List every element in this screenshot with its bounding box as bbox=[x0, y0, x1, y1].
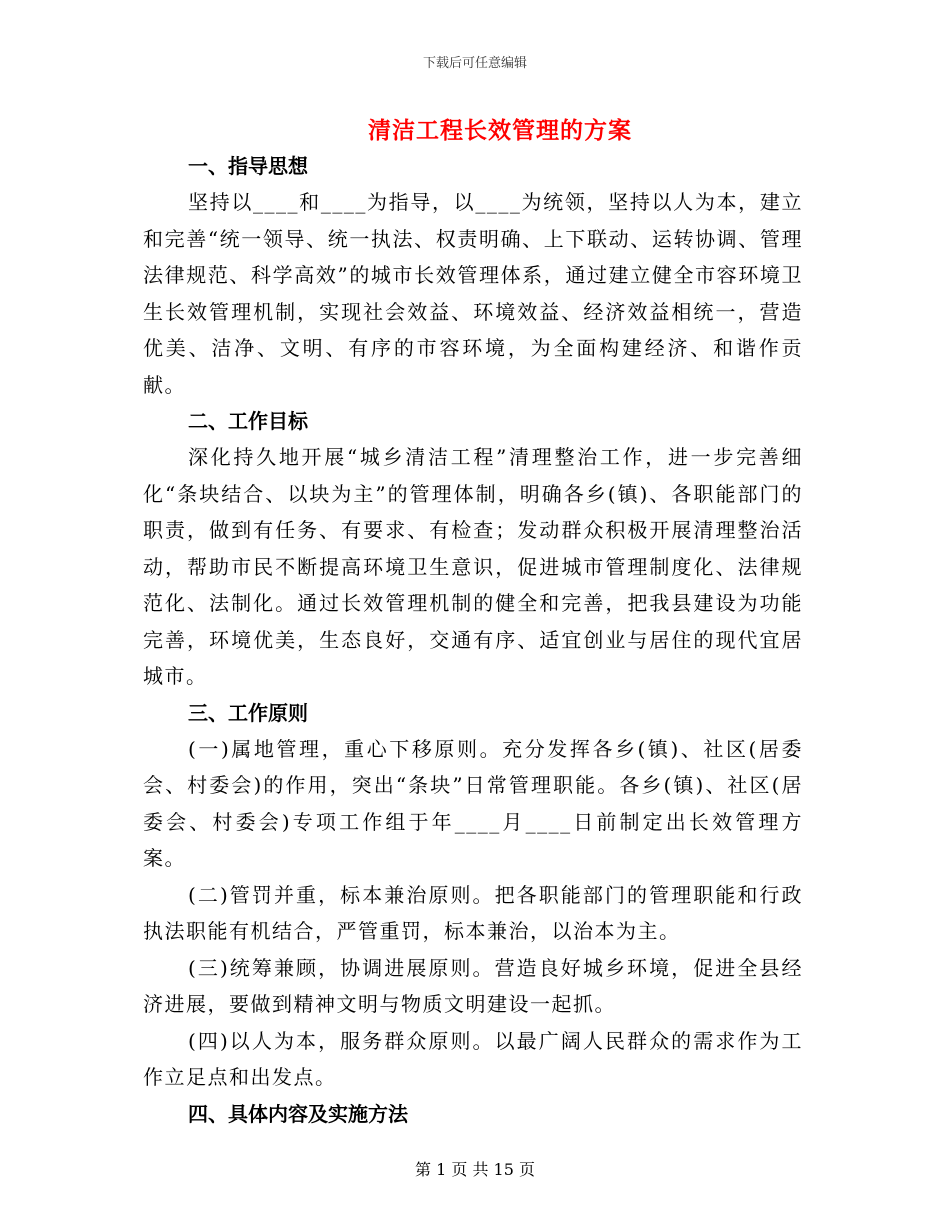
section-heading: 三、工作原则 bbox=[188, 700, 308, 725]
paragraph: (一)属地管理，重心下移原则。充分发挥各乡(镇)、社区(居委会、村委会)的作用，突出“条块”日常管理职能。各乡(镇)、社区(居委会、村委会)专项工作组于年____月____日前制定出长效管理方案。 bbox=[143, 736, 803, 870]
paragraph: 坚持以____和____为指导，以____为统领，坚持以人为本，建立和完善“统一领导、统一执法、权责明确、上下联动、运转协调、管理法律规范、科学高效”的城市长效管理体系，通过建立健全市容环境卫生长效管理机制，实现社会效益、环境效益、经济效益相统一，营造优美、洁净、文明、有序的市容环境，为全面构建经济、和谐作贡献。 bbox=[143, 190, 803, 397]
document-title: 清洁工程长效管理的方案 bbox=[368, 117, 632, 144]
paragraph: (三)统筹兼顾，协调进展原则。营造良好城乡环境，促进全县经济进展，要做到精神文明与物质文明建设一起抓。 bbox=[143, 955, 803, 1016]
paragraph: (四)以人为本，服务群众原则。以最广阔人民群众的需求作为工作立足点和出发点。 bbox=[143, 1028, 803, 1089]
paragraph: 深化持久地开展“城乡清洁工程”清理整治工作，进一步完善细化“条块结合、以块为主”的管理体制，明确各乡(镇)、各职能部门的职责，做到有任务、有要求、有检查；发动群众积极开展清理整治活动，帮助市民不断提高环境卫生意识，促进城市管理制度化、法律规范化、法制化。通过长效管理机制的健全和完善，把我县建设为功能完善，环境优美，生态良好，交通有序、适宜创业与居住的现代宜居城市。 bbox=[143, 445, 803, 688]
document-body bbox=[143, 148, 803, 1132]
section-heading: 二、工作目标 bbox=[188, 409, 308, 433]
paragraph: (二)管罚并重，标本兼治原则。把各职能部门的管理职能和行政执法职能有机结合，严管重罚，标本兼治，以治本为主。 bbox=[143, 882, 803, 943]
header-note: 下载后可任意编辑 bbox=[422, 56, 527, 71]
page-number: 第 1 页 共 15 页 bbox=[415, 1160, 535, 1179]
section-heading: 四、具体内容及实施方法 bbox=[188, 1101, 408, 1126]
section-heading: 一、指导思想 bbox=[188, 154, 308, 178]
